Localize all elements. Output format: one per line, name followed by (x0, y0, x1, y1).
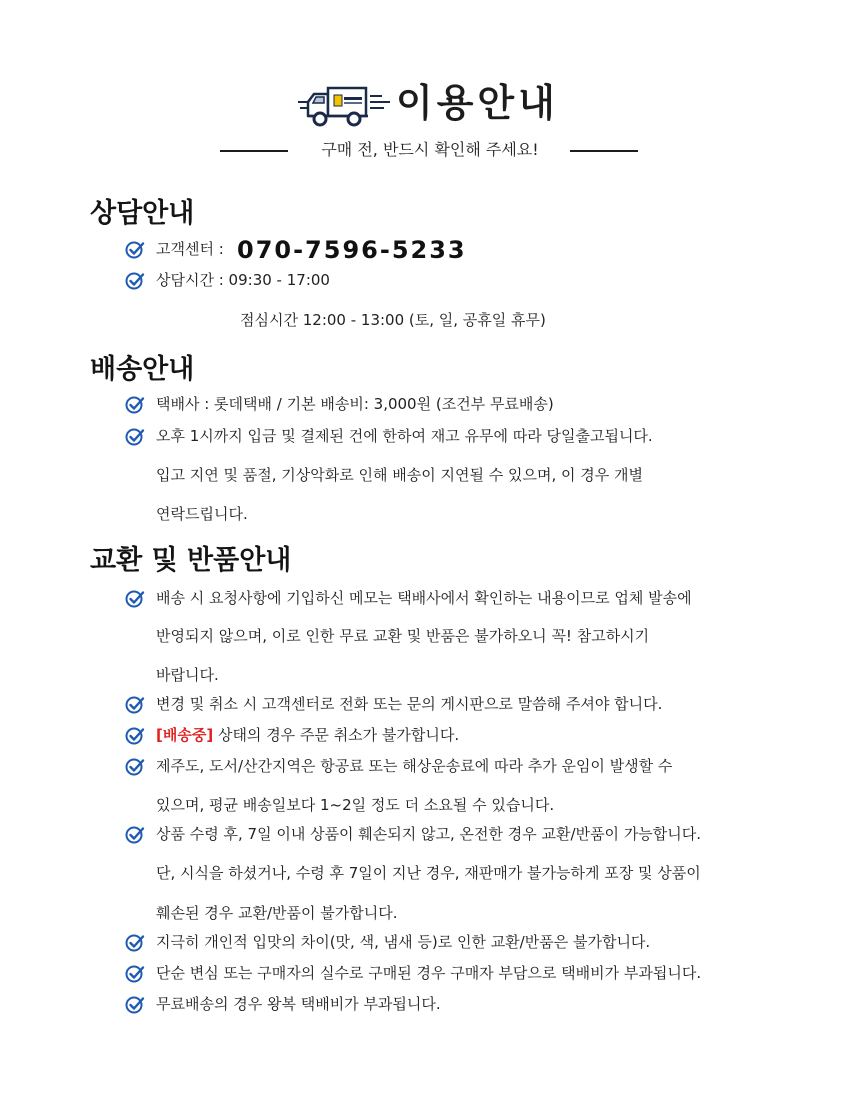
divider-right (570, 150, 638, 152)
exchange-item-continuation: 있으며, 평균 배송일보다 1~2일 정도 더 소요될 수 있습니다. (156, 796, 555, 814)
delivery-truck-icon (298, 82, 392, 128)
exchange-item-text: 지극히 개인적 입맛의 차이(맛, 색, 냄새 등)로 인한 교환/반품은 불가합니다. (156, 933, 651, 951)
consult-hours-text: 상담시간 : 09:30 - 17:00 (156, 271, 330, 289)
exchange-item-text: 변경 및 취소 시 고객센터로 전화 또는 문의 게시판으로 말씀해 주셔야 합니다. (156, 695, 663, 713)
check-icon (125, 825, 145, 845)
check-icon (125, 933, 145, 953)
check-icon (125, 271, 145, 291)
divider-left (220, 150, 288, 152)
check-icon (125, 589, 145, 609)
delivery-item-continuation: 입고 지연 및 품절, 기상악화로 인해 배송이 지연될 수 있으며, 이 경우 개별 (156, 466, 643, 484)
delivery-section-title: 배송안내 (90, 354, 195, 385)
exchange-item-continuation: 반영되지 않으며, 이로 인한 무료 교환 및 반품은 불가하오니 꼭! 참고하시기 (156, 627, 650, 645)
check-icon (125, 964, 145, 984)
page-title: 이용안내 (396, 81, 559, 125)
exchange-item-text: 배송 시 요청사항에 기입하신 메모는 택배사에서 확인하는 내용이므로 업체 발송에 (156, 589, 692, 607)
delivery-item-continuation: 연락드립니다. (156, 505, 248, 523)
page-subtitle: 구매 전, 반드시 확인해 주세요! (321, 140, 539, 159)
exchange-item-text: 제주도, 도서/산간지역은 항공료 또는 해상운송료에 따라 추가 운임이 발생할 수 (156, 757, 673, 775)
exchange-item-continuation: 바랍니다. (156, 666, 219, 684)
consult-center-label: 고객센터 : (156, 240, 224, 258)
subtitle-row (0, 138, 860, 162)
delivery-item-text: 택배사 : 롯데택배 / 기본 배송비: 3,000원 (조건부 무료배송) (156, 395, 554, 413)
delivery-item-text: 오후 1시까지 입금 및 결제된 건에 한하여 재고 유무에 따라 당일출고됩니다. (156, 427, 653, 445)
check-icon (125, 427, 145, 447)
header (0, 76, 860, 136)
check-icon (125, 695, 145, 715)
exchange-item-text (156, 723, 459, 747)
exchange-item-text: 무료배송의 경우 왕복 택배비가 부과됩니다. (156, 995, 441, 1013)
consult-section-title: 상담안내 (90, 198, 195, 229)
exchange-item-text: 상품 수령 후, 7일 이내 상품이 훼손되지 않고, 온전한 경우 교환/반품이 가능합니다. (156, 825, 702, 843)
check-icon (125, 395, 145, 415)
phone-number: 070-7596-5233 (237, 236, 467, 264)
check-icon (125, 726, 145, 746)
check-icon (125, 240, 145, 260)
exchange-section-title: 교환 및 반품안내 (90, 545, 292, 576)
exchange-item-text: 단순 변심 또는 구매자의 실수로 구매된 경우 구매자 부담으로 택배비가 부과됩니다. (156, 964, 702, 982)
exchange-item-rest: 상태의 경우 주문 취소가 불가합니다. (213, 726, 460, 744)
exchange-item-continuation: 훼손된 경우 교환/반품이 불가합니다. (156, 904, 398, 922)
exchange-item-continuation: 단, 시식을 하셨거나, 수령 후 7일이 지난 경우, 재판매가 불가능하게 포장 및 상품이 (156, 864, 701, 882)
shipping-status-highlight: [배송중] (156, 726, 214, 744)
check-icon (125, 995, 145, 1015)
check-icon (125, 757, 145, 777)
consult-lunch-text: 점심시간 12:00 - 13:00 (토, 일, 공휴일 휴무) (240, 311, 546, 329)
